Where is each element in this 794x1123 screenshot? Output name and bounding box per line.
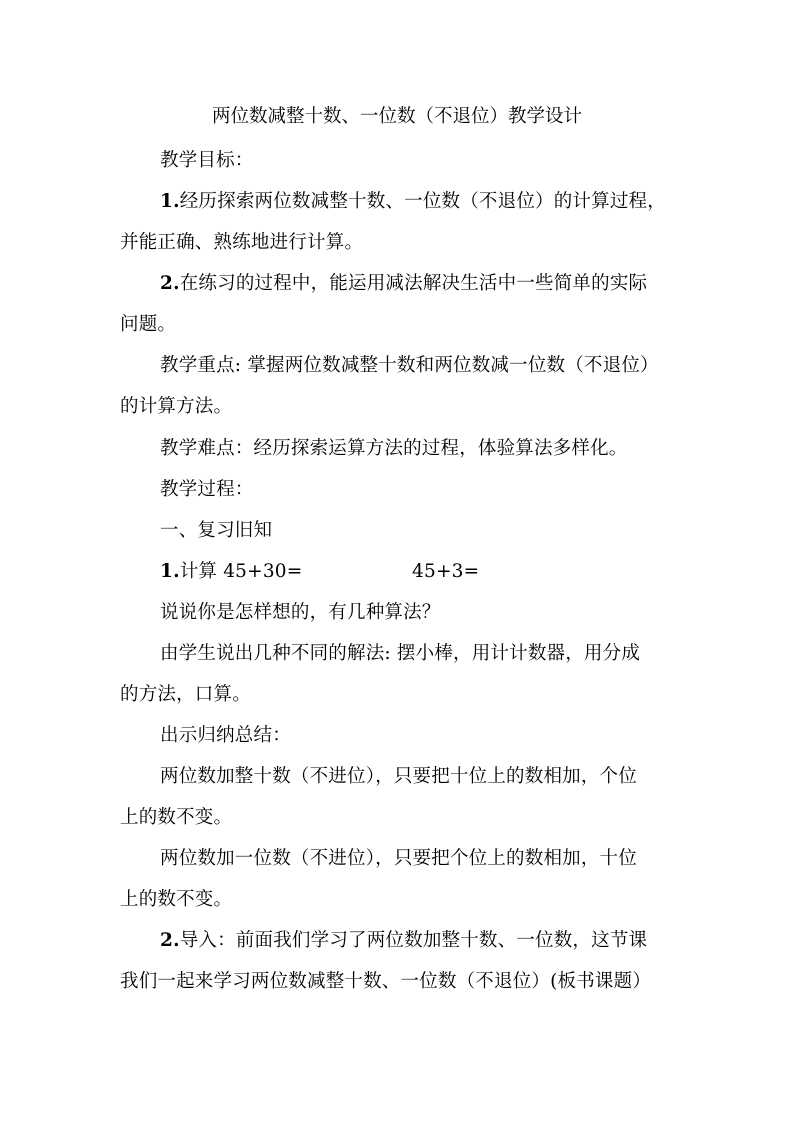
goal-1-line-2: 并能正确、熟练地进行计算。: [120, 232, 364, 253]
goal-1-text: 经历探索两位数减整十数、一位数（不退位）的计算过程，: [179, 191, 666, 212]
calc-number: 1.: [160, 561, 180, 582]
calc-a-text: 计算 45+30=: [179, 561, 303, 582]
goal-1-line-1: [160, 190, 720, 214]
calc-expression-a: [160, 560, 302, 584]
calc-expression-b: 45+3=: [412, 561, 480, 582]
goals-heading: 教学目标：: [160, 150, 254, 171]
rule-1-line-2: 上的数不变。: [120, 807, 233, 828]
section-1-heading: 一、复习旧知: [160, 520, 273, 541]
intro-line-1: [160, 929, 720, 953]
intro-number: 2.: [160, 930, 180, 951]
goal-1-number: 1.: [160, 191, 180, 212]
methods-line-2: 的方法，口算。: [120, 684, 251, 705]
document-title: 两位数减整十数、一位数（不退位）教学设计: [211, 106, 582, 127]
intro-text: 导入：前面我们学习了两位数加整十数、一位数，这节课: [179, 930, 648, 951]
key-point-line-2: 的计算方法。: [120, 396, 233, 417]
rule-1-line-1: 两位数加整十数（不进位），只要把十位上的数相加，个位: [160, 766, 637, 787]
intro-line-2: 我们一起来学习两位数减整十数、一位数（不退位）(板书课题）: [120, 971, 652, 992]
methods-line-1: 由学生说出几种不同的解法: 摆小棒，用计计数器，用分成: [160, 643, 641, 664]
summary-heading: 出示归纳总结：: [160, 725, 291, 746]
goal-2-number: 2.: [160, 273, 180, 294]
difficulty-line: 教学难点：经历探索运算方法的过程，体验算法多样化。: [160, 438, 628, 459]
process-heading: 教学过程：: [160, 479, 254, 500]
question-line: 说说你是怎样想的，有几种算法？: [160, 602, 441, 623]
goal-2-line-2: 问题。: [120, 314, 177, 335]
key-point-line-1: 教学重点: 掌握两位数减整十数和两位数减一位数（不退位）: [160, 355, 659, 376]
rule-2-line-1: 两位数加一位数（不进位），只要把个位上的数相加，十位: [160, 848, 637, 869]
rule-2-line-2: 上的数不变。: [120, 889, 233, 910]
goal-2-line-1: [160, 272, 720, 296]
goal-2-text: 在练习的过程中，能运用减法解决生活中一些简单的实际: [179, 273, 648, 294]
